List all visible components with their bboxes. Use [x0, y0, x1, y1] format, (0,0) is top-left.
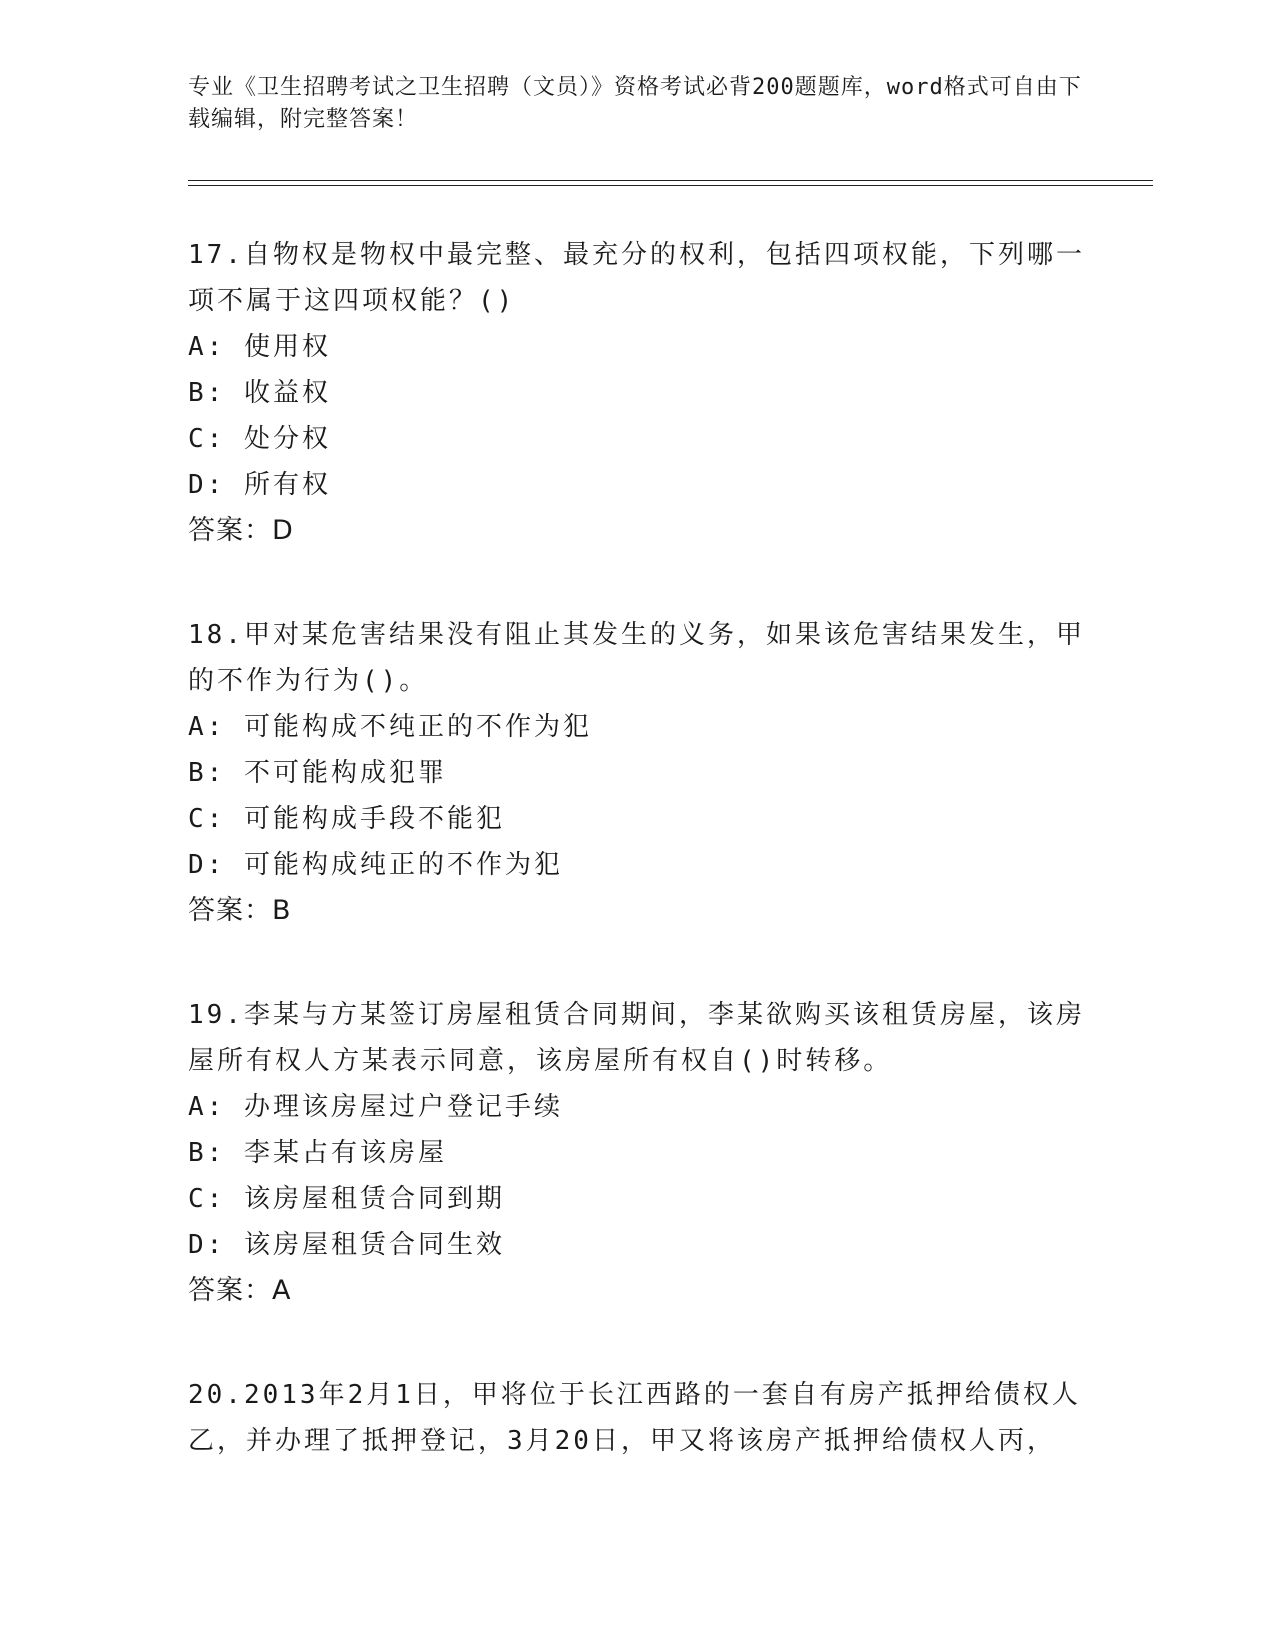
- question-spacer: [188, 1314, 1088, 1372]
- question-20: [188, 1372, 1088, 1464]
- option-a: A: 使用权: [188, 332, 331, 362]
- question-spacer: [188, 934, 1088, 992]
- option-a: A: 可能构成不纯正的不作为犯: [188, 712, 592, 742]
- option-c: C: 处分权: [188, 424, 331, 454]
- question-stem: 18.甲对某危害结果没有阻止其发生的义务，如果该危害结果发生，甲的不作为行为()。: [188, 620, 1085, 696]
- question-19: [188, 992, 1088, 1314]
- question-stem: 19.李某与方某签订房屋租赁合同期间，李某欲购买该租赁房屋，该房屋所有权人方某表示同意，该房屋所有权自()时转移。: [188, 1000, 1085, 1076]
- header-divider-bottom: [188, 185, 1153, 186]
- header-divider-top: [188, 180, 1153, 181]
- option-c: C: 该房屋租赁合同到期: [188, 1184, 505, 1214]
- option-b: B: 不可能构成犯罪: [188, 758, 447, 788]
- option-b: B: 李某占有该房屋: [188, 1138, 447, 1168]
- answer-line: 答案：B: [188, 895, 292, 926]
- option-b: B: 收益权: [188, 378, 331, 408]
- answer-line: 答案：D: [188, 515, 294, 546]
- option-c: C: 可能构成手段不能犯: [188, 804, 505, 834]
- option-d: D: 该房屋租赁合同生效: [188, 1230, 505, 1260]
- answer-line: 答案：A: [188, 1275, 292, 1306]
- option-d: D: 可能构成纯正的不作为犯: [188, 850, 563, 880]
- document-header: 专业《卫生招聘考试之卫生招聘（文员）》资格考试必背200题题库，word格式可自由下载编辑，附完整答案！: [188, 75, 1082, 132]
- question-spacer: [188, 554, 1088, 612]
- option-d: D: 所有权: [188, 470, 331, 500]
- question-list: [188, 232, 1088, 1464]
- question-stem: 20.2013年2月1日，甲将位于长江西路的一套自有房产抵押给债权人乙，并办理了抵押登记，3月20日，甲又将该房产抵押给债权人丙，: [188, 1380, 1081, 1456]
- question-stem: 17.自物权是物权中最完整、最充分的权利，包括四项权能，下列哪一项不属于这四项权能？(): [188, 240, 1085, 316]
- question-17: [188, 232, 1088, 554]
- option-a: A: 办理该房屋过户登记手续: [188, 1092, 563, 1122]
- question-18: [188, 612, 1088, 934]
